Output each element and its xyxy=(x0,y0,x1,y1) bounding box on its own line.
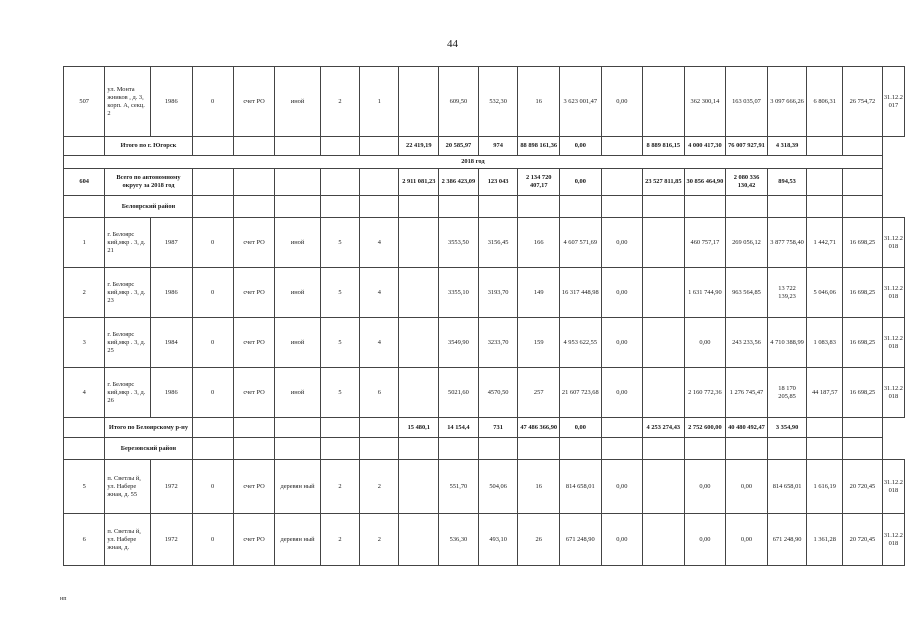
table-cell: 894,53 xyxy=(767,169,807,196)
table-cell xyxy=(560,196,602,218)
table-cell xyxy=(843,418,883,438)
address-cell: г. Белоярс кий,мкр . 3, д. 23 xyxy=(105,268,151,318)
table-cell: 3355,10 xyxy=(439,268,479,318)
table-cell xyxy=(399,460,439,514)
table-cell xyxy=(233,169,274,196)
table-cell: 14 154,4 xyxy=(439,418,479,438)
table-cell: 0,00 xyxy=(560,418,602,438)
table-cell xyxy=(233,438,274,460)
table-cell: 814 658,01 xyxy=(560,460,602,514)
table-cell: 0,00 xyxy=(684,318,726,368)
table-cell: 4 710 388,99 xyxy=(767,318,807,368)
table-cell xyxy=(439,196,479,218)
table-cell: 8 889 816,15 xyxy=(643,137,685,156)
table-cell: 88 898 161,36 xyxy=(518,137,560,156)
table-cell xyxy=(807,137,843,156)
table-cell: 0 xyxy=(192,67,233,137)
table-cell: 20 720,45 xyxy=(843,514,883,566)
table-row xyxy=(64,438,905,460)
table-cell: счет РО xyxy=(233,67,274,137)
table-cell: 1 631 744,90 xyxy=(684,268,726,318)
table-cell: 3 354,90 xyxy=(767,418,807,438)
table-cell: 243 233,56 xyxy=(726,318,768,368)
table-row xyxy=(64,218,905,268)
table-cell: 4570,50 xyxy=(478,368,518,418)
table-cell: 0,00 xyxy=(601,368,642,418)
table-cell xyxy=(399,318,439,368)
table-cell: 6 xyxy=(360,368,399,418)
total-label: Итого по г. Югорск xyxy=(105,137,192,156)
table-cell xyxy=(275,137,321,156)
row-number: 4 xyxy=(64,368,105,418)
district-header: Березовский район xyxy=(105,438,192,460)
table-cell: 5 xyxy=(320,318,359,368)
table-cell: 0,00 xyxy=(726,460,768,514)
table-cell: 0,00 xyxy=(601,268,642,318)
table-cell: 31.12.2 018 xyxy=(882,318,904,368)
table-cell: 1 083,83 xyxy=(807,318,843,368)
wall-material-cell: иной xyxy=(275,218,321,268)
address-cell: г. Белоярс кий,мкр . 3, д. 21 xyxy=(105,218,151,268)
wall-material-cell: иной xyxy=(275,268,321,318)
table-cell: 40 480 492,47 xyxy=(726,418,768,438)
table-cell: 13 722 139,23 xyxy=(767,268,807,318)
table-cell xyxy=(843,196,883,218)
table-cell: 1986 xyxy=(151,67,192,137)
table-cell: 671 248,90 xyxy=(767,514,807,566)
row-number: 1 xyxy=(64,218,105,268)
wall-material-cell: деревян ный xyxy=(275,460,321,514)
table-cell: 3 877 758,40 xyxy=(767,218,807,268)
table-cell: 76 007 927,91 xyxy=(726,137,768,156)
table-cell: 1 442,71 xyxy=(807,218,843,268)
table-cell xyxy=(64,438,105,460)
table-cell: 1987 xyxy=(151,218,192,268)
table-row xyxy=(64,368,905,418)
table-cell: 3193,70 xyxy=(478,268,518,318)
district-header: Белоярский район xyxy=(105,196,192,218)
table-cell: 26 754,72 xyxy=(843,67,883,137)
table-cell: 16 698,25 xyxy=(843,318,883,368)
footer-mark: нп xyxy=(60,596,67,602)
table-cell: 1 276 745,47 xyxy=(726,368,768,418)
table-cell: счет РО xyxy=(233,514,274,566)
table-cell xyxy=(320,137,359,156)
table-cell: 2 752 600,00 xyxy=(684,418,726,438)
table-cell: 0,00 xyxy=(601,67,642,137)
table-cell: 44 187,57 xyxy=(807,368,843,418)
table-cell xyxy=(807,418,843,438)
table-cell xyxy=(399,67,439,137)
table-cell xyxy=(843,169,883,196)
table-cell: 31.12.2 018 xyxy=(882,460,904,514)
table-cell xyxy=(643,368,685,418)
row-number: 5 xyxy=(64,460,105,514)
row-number xyxy=(64,418,105,438)
table-cell: 0,00 xyxy=(726,514,768,566)
table-cell: 460 757,17 xyxy=(684,218,726,268)
table-cell xyxy=(601,196,642,218)
year-header: 2018 год xyxy=(64,156,883,169)
row-number: 2 xyxy=(64,268,105,318)
table-cell xyxy=(843,438,883,460)
table-cell: 0,00 xyxy=(560,169,602,196)
table-cell: 0 xyxy=(192,218,233,268)
page-number: 44 xyxy=(447,38,458,50)
table-cell xyxy=(601,438,642,460)
table-cell: счет РО xyxy=(233,318,274,368)
table-cell xyxy=(360,418,399,438)
table-cell: 3549,90 xyxy=(439,318,479,368)
table-cell xyxy=(560,438,602,460)
table-cell xyxy=(518,196,560,218)
table-cell: 16 698,25 xyxy=(843,268,883,318)
table-cell xyxy=(399,368,439,418)
table-cell xyxy=(399,196,439,218)
table-cell: 159 xyxy=(518,318,560,368)
table-cell xyxy=(439,438,479,460)
table-cell xyxy=(64,196,105,218)
table-cell xyxy=(643,514,685,566)
table-cell: 6 806,31 xyxy=(807,67,843,137)
table-cell xyxy=(767,196,807,218)
table-cell: 362 300,14 xyxy=(684,67,726,137)
table-cell: 814 658,01 xyxy=(767,460,807,514)
table-cell: 2 xyxy=(320,460,359,514)
table-cell xyxy=(726,196,768,218)
table-cell xyxy=(360,438,399,460)
table-cell: 16 317 448,98 xyxy=(560,268,602,318)
table-cell xyxy=(233,196,274,218)
table-cell: 31.12.2 018 xyxy=(882,218,904,268)
total-label: Всего по автономному округу за 2018 год xyxy=(105,169,192,196)
row-number: 6 xyxy=(64,514,105,566)
table-cell: 16 xyxy=(518,67,560,137)
table-cell xyxy=(478,196,518,218)
table-cell xyxy=(807,196,843,218)
table-cell: 123 043 xyxy=(478,169,518,196)
table-cell: 5 046,06 xyxy=(807,268,843,318)
table-cell: 671 248,90 xyxy=(560,514,602,566)
table-cell: 536,30 xyxy=(439,514,479,566)
table-row xyxy=(64,268,905,318)
table-cell: 5 xyxy=(320,268,359,318)
table-cell xyxy=(275,169,321,196)
table-cell: 20 585,97 xyxy=(439,137,479,156)
address-cell: ул. Монта жников , д. 3, корп. А, секц. 2 xyxy=(105,67,151,137)
table-cell xyxy=(275,438,321,460)
table-cell xyxy=(275,418,321,438)
table-cell: 493,10 xyxy=(478,514,518,566)
table-cell: 1986 xyxy=(151,368,192,418)
table-cell: 0,00 xyxy=(684,460,726,514)
address-cell: г. Белоярс кий,мкр . 3, д. 25 xyxy=(105,318,151,368)
table-cell: 0 xyxy=(192,268,233,318)
address-cell: п. Светлы й, ул. Набере жная, д. 55 xyxy=(105,460,151,514)
row-number xyxy=(64,137,105,156)
address-cell: г. Белоярс кий,мкр . 3, д. 26 xyxy=(105,368,151,418)
table-cell: 1 361,28 xyxy=(807,514,843,566)
table-cell: 30 856 464,90 xyxy=(684,169,726,196)
table-cell: 532,30 xyxy=(478,67,518,137)
table-cell xyxy=(192,196,233,218)
table-cell: 5021,60 xyxy=(439,368,479,418)
row-number: 3 xyxy=(64,318,105,368)
table-cell: 4 607 571,69 xyxy=(560,218,602,268)
table-cell: 0 xyxy=(192,368,233,418)
table-cell xyxy=(643,196,685,218)
table-cell xyxy=(399,438,439,460)
table-cell: 16 698,25 xyxy=(843,368,883,418)
table-cell xyxy=(275,196,321,218)
table-cell: 5 xyxy=(320,218,359,268)
table-cell xyxy=(360,169,399,196)
table-cell xyxy=(192,169,233,196)
table-cell xyxy=(643,318,685,368)
table-row xyxy=(64,156,905,169)
table-row xyxy=(64,169,905,196)
table-cell: 2 160 772,36 xyxy=(684,368,726,418)
table-cell xyxy=(233,137,274,156)
table-cell: 1 616,19 xyxy=(807,460,843,514)
table-cell: 0 xyxy=(192,460,233,514)
table-cell xyxy=(643,268,685,318)
table-cell xyxy=(360,196,399,218)
table-cell: 21 607 723,68 xyxy=(560,368,602,418)
table-cell: 4 xyxy=(360,268,399,318)
table-cell xyxy=(843,137,883,156)
table-cell: 2 xyxy=(320,67,359,137)
table-cell: 4 953 622,55 xyxy=(560,318,602,368)
table-cell: 731 xyxy=(478,418,518,438)
table-cell: 0,00 xyxy=(601,218,642,268)
table-cell xyxy=(192,418,233,438)
table-cell xyxy=(320,438,359,460)
housing-repair-table xyxy=(63,66,905,566)
table-cell: 4 000 417,30 xyxy=(684,137,726,156)
table-cell xyxy=(192,137,233,156)
table-cell: 2 386 423,09 xyxy=(439,169,479,196)
wall-material-cell: иной xyxy=(275,67,321,137)
table-cell xyxy=(601,137,642,156)
row-number: 507 xyxy=(64,67,105,137)
table-row xyxy=(64,67,905,137)
table-cell: 963 564,85 xyxy=(726,268,768,318)
table-cell xyxy=(767,438,807,460)
table-row xyxy=(64,418,905,438)
table-cell xyxy=(684,196,726,218)
table-cell: 31.12.2 017 xyxy=(882,67,904,137)
table-cell: 3 097 666,26 xyxy=(767,67,807,137)
table-cell: 0,00 xyxy=(560,137,602,156)
table-cell: 2 080 336 130,42 xyxy=(726,169,768,196)
table-cell xyxy=(807,438,843,460)
table-cell: 31.12.2 018 xyxy=(882,268,904,318)
table-cell: 3 623 001,47 xyxy=(560,67,602,137)
table-cell: 31.12.2 018 xyxy=(882,368,904,418)
table-cell: 15 480,1 xyxy=(399,418,439,438)
wall-material-cell: иной xyxy=(275,318,321,368)
table-cell xyxy=(320,418,359,438)
table-cell: 18 170 205,85 xyxy=(767,368,807,418)
table-row xyxy=(64,460,905,514)
table-cell: 1984 xyxy=(151,318,192,368)
table-cell xyxy=(320,169,359,196)
table-cell xyxy=(726,438,768,460)
table-cell: 3156,45 xyxy=(478,218,518,268)
table-cell: 4 xyxy=(360,318,399,368)
table-cell xyxy=(807,169,843,196)
table-cell: 4 318,39 xyxy=(767,137,807,156)
table-cell xyxy=(399,268,439,318)
table-cell xyxy=(518,438,560,460)
table-cell: 1986 xyxy=(151,268,192,318)
table-cell: 26 xyxy=(518,514,560,566)
table-cell: 1972 xyxy=(151,460,192,514)
total-label: Итого по Белоярскому р-ну xyxy=(105,418,192,438)
table-cell: 2 xyxy=(360,514,399,566)
table-cell xyxy=(643,218,685,268)
table-cell: 4 xyxy=(360,218,399,268)
table-cell: 31.12.2 018 xyxy=(882,514,904,566)
table-cell xyxy=(643,438,685,460)
table-cell: 166 xyxy=(518,218,560,268)
table-cell xyxy=(684,438,726,460)
table-cell: 974 xyxy=(478,137,518,156)
table-cell xyxy=(478,438,518,460)
table-cell xyxy=(360,137,399,156)
table-cell: 3553,50 xyxy=(439,218,479,268)
table-cell: 4 253 274,43 xyxy=(643,418,685,438)
table-cell: 0,00 xyxy=(601,460,642,514)
table-cell: счет РО xyxy=(233,368,274,418)
table-cell: 163 035,07 xyxy=(726,67,768,137)
table-cell: 2 xyxy=(360,460,399,514)
table-cell xyxy=(192,438,233,460)
table-cell: 2 134 720 407,17 xyxy=(518,169,560,196)
table-cell: 23 527 811,85 xyxy=(643,169,685,196)
table-cell: 1 xyxy=(360,67,399,137)
table-row xyxy=(64,514,905,566)
table-body xyxy=(64,67,905,566)
table-cell: счет РО xyxy=(233,218,274,268)
table-cell xyxy=(399,514,439,566)
table-cell xyxy=(601,169,642,196)
row-number: 604 xyxy=(64,169,105,196)
table-row xyxy=(64,196,905,218)
table-cell: 2 911 081,23 xyxy=(399,169,439,196)
table-cell: 0,00 xyxy=(601,318,642,368)
table-cell xyxy=(233,418,274,438)
table-cell: 22 419,19 xyxy=(399,137,439,156)
table-cell: 47 486 366,90 xyxy=(518,418,560,438)
table-cell: 269 056,12 xyxy=(726,218,768,268)
table-cell: 5 xyxy=(320,368,359,418)
table-cell: 3233,70 xyxy=(478,318,518,368)
address-cell: п. Светлы й, ул. Набере жная, д. xyxy=(105,514,151,566)
table-cell: 149 xyxy=(518,268,560,318)
table-cell: 257 xyxy=(518,368,560,418)
table-cell: 2 xyxy=(320,514,359,566)
table-cell xyxy=(643,67,685,137)
table-cell xyxy=(601,418,642,438)
table-cell: 504,06 xyxy=(478,460,518,514)
table-cell: 16 698,25 xyxy=(843,218,883,268)
wall-material-cell: деревян ный xyxy=(275,514,321,566)
table-row xyxy=(64,318,905,368)
table-cell: 609,50 xyxy=(439,67,479,137)
table-row xyxy=(64,137,905,156)
table-cell: 0,00 xyxy=(601,514,642,566)
table-cell: 0 xyxy=(192,318,233,368)
table-cell xyxy=(320,196,359,218)
table-cell xyxy=(399,218,439,268)
table-cell: 16 xyxy=(518,460,560,514)
table-cell: 551,70 xyxy=(439,460,479,514)
table-cell: 1972 xyxy=(151,514,192,566)
wall-material-cell: иной xyxy=(275,368,321,418)
table-cell: 20 720,45 xyxy=(843,460,883,514)
table-cell xyxy=(643,460,685,514)
table-cell: счет РО xyxy=(233,460,274,514)
table-cell: счет РО xyxy=(233,268,274,318)
table-cell: 0,00 xyxy=(684,514,726,566)
table-cell: 0 xyxy=(192,514,233,566)
